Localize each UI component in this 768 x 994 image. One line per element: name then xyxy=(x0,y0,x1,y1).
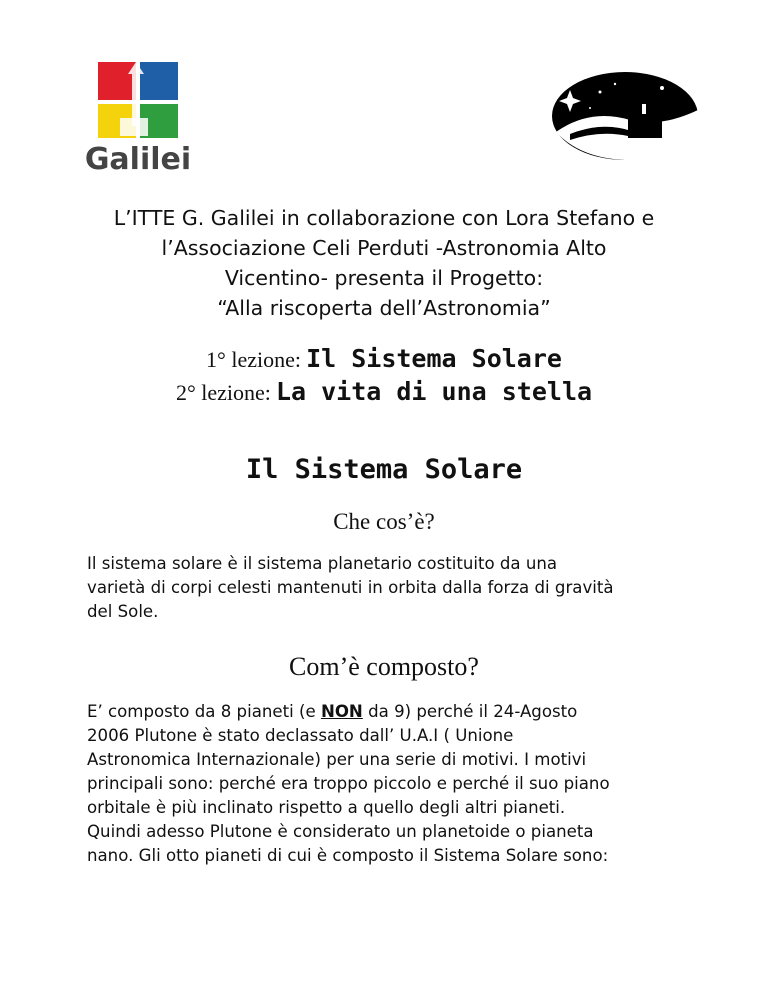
intro-line: L’ITTE G. Galilei in collaborazione con Lora Stefano e xyxy=(113,206,655,230)
lesson-title: La vita di una stella xyxy=(275,377,593,406)
intro-line: “Alla riscoperta dell’Astronomia” xyxy=(217,296,551,320)
section-paragraph-composition xyxy=(87,700,707,868)
intro-line: Vicentino- presenta il Progetto: xyxy=(224,266,544,290)
lessons-list xyxy=(0,342,768,408)
paragraph-line: principali sono: perché era troppo piccolo e perché il suo piano xyxy=(87,774,610,793)
astronomy-association-logo xyxy=(550,70,700,162)
section-heading-what-is-it: Che cos’è? xyxy=(333,509,435,534)
paragraph-line: Astronomica Internazionale) per una serie di motivi. I motivi xyxy=(87,750,587,769)
paragraph-line: del Sole. xyxy=(87,602,159,621)
intro-line: l’Associazione Celi Perduti -Astronomia Alto xyxy=(161,236,607,260)
galilei-logo-text: Galilei xyxy=(84,142,192,176)
lesson-number: 2° lezione: xyxy=(175,380,271,405)
line-text: da 9) perché il 24-Agosto xyxy=(362,702,578,721)
galilei-logo xyxy=(78,56,208,176)
section-paragraph-definition xyxy=(87,552,707,624)
main-title: Il Sistema Solare xyxy=(245,454,523,485)
paragraph-line: Quindi adesso Plutone è considerato un planetoide o pianeta xyxy=(87,822,594,841)
lesson-item xyxy=(0,342,768,375)
paragraph-line: nano. Gli otto pianeti di cui è composto il Sistema Solare sono: xyxy=(87,846,609,865)
line-text: E’ composto da 8 pianeti (e xyxy=(87,702,321,721)
paragraph-line xyxy=(87,700,707,724)
paragraph-line: 2006 Plutone è stato declassato dall’ U.A.I ( Unione xyxy=(87,726,514,745)
intro-paragraph xyxy=(60,203,708,323)
paragraph-line: orbitale è più inclinato rispetto a quello degli altri pianeti. xyxy=(87,798,566,817)
paragraph-line: Il sistema solare è il sistema planetario costituito da una xyxy=(87,554,558,573)
emphasis-not: NON xyxy=(320,702,363,721)
lesson-number: 1° lezione: xyxy=(206,347,301,372)
section-heading-composition: Com’è composto? xyxy=(289,652,479,681)
paragraph-line: varietà di corpi celesti mantenuti in orbita dalla forza di gravità xyxy=(87,578,614,597)
lesson-title: Il Sistema Solare xyxy=(306,344,562,373)
observatory-icon xyxy=(550,70,700,162)
lesson-item xyxy=(0,375,768,408)
galilei-logo-mark xyxy=(78,56,208,176)
